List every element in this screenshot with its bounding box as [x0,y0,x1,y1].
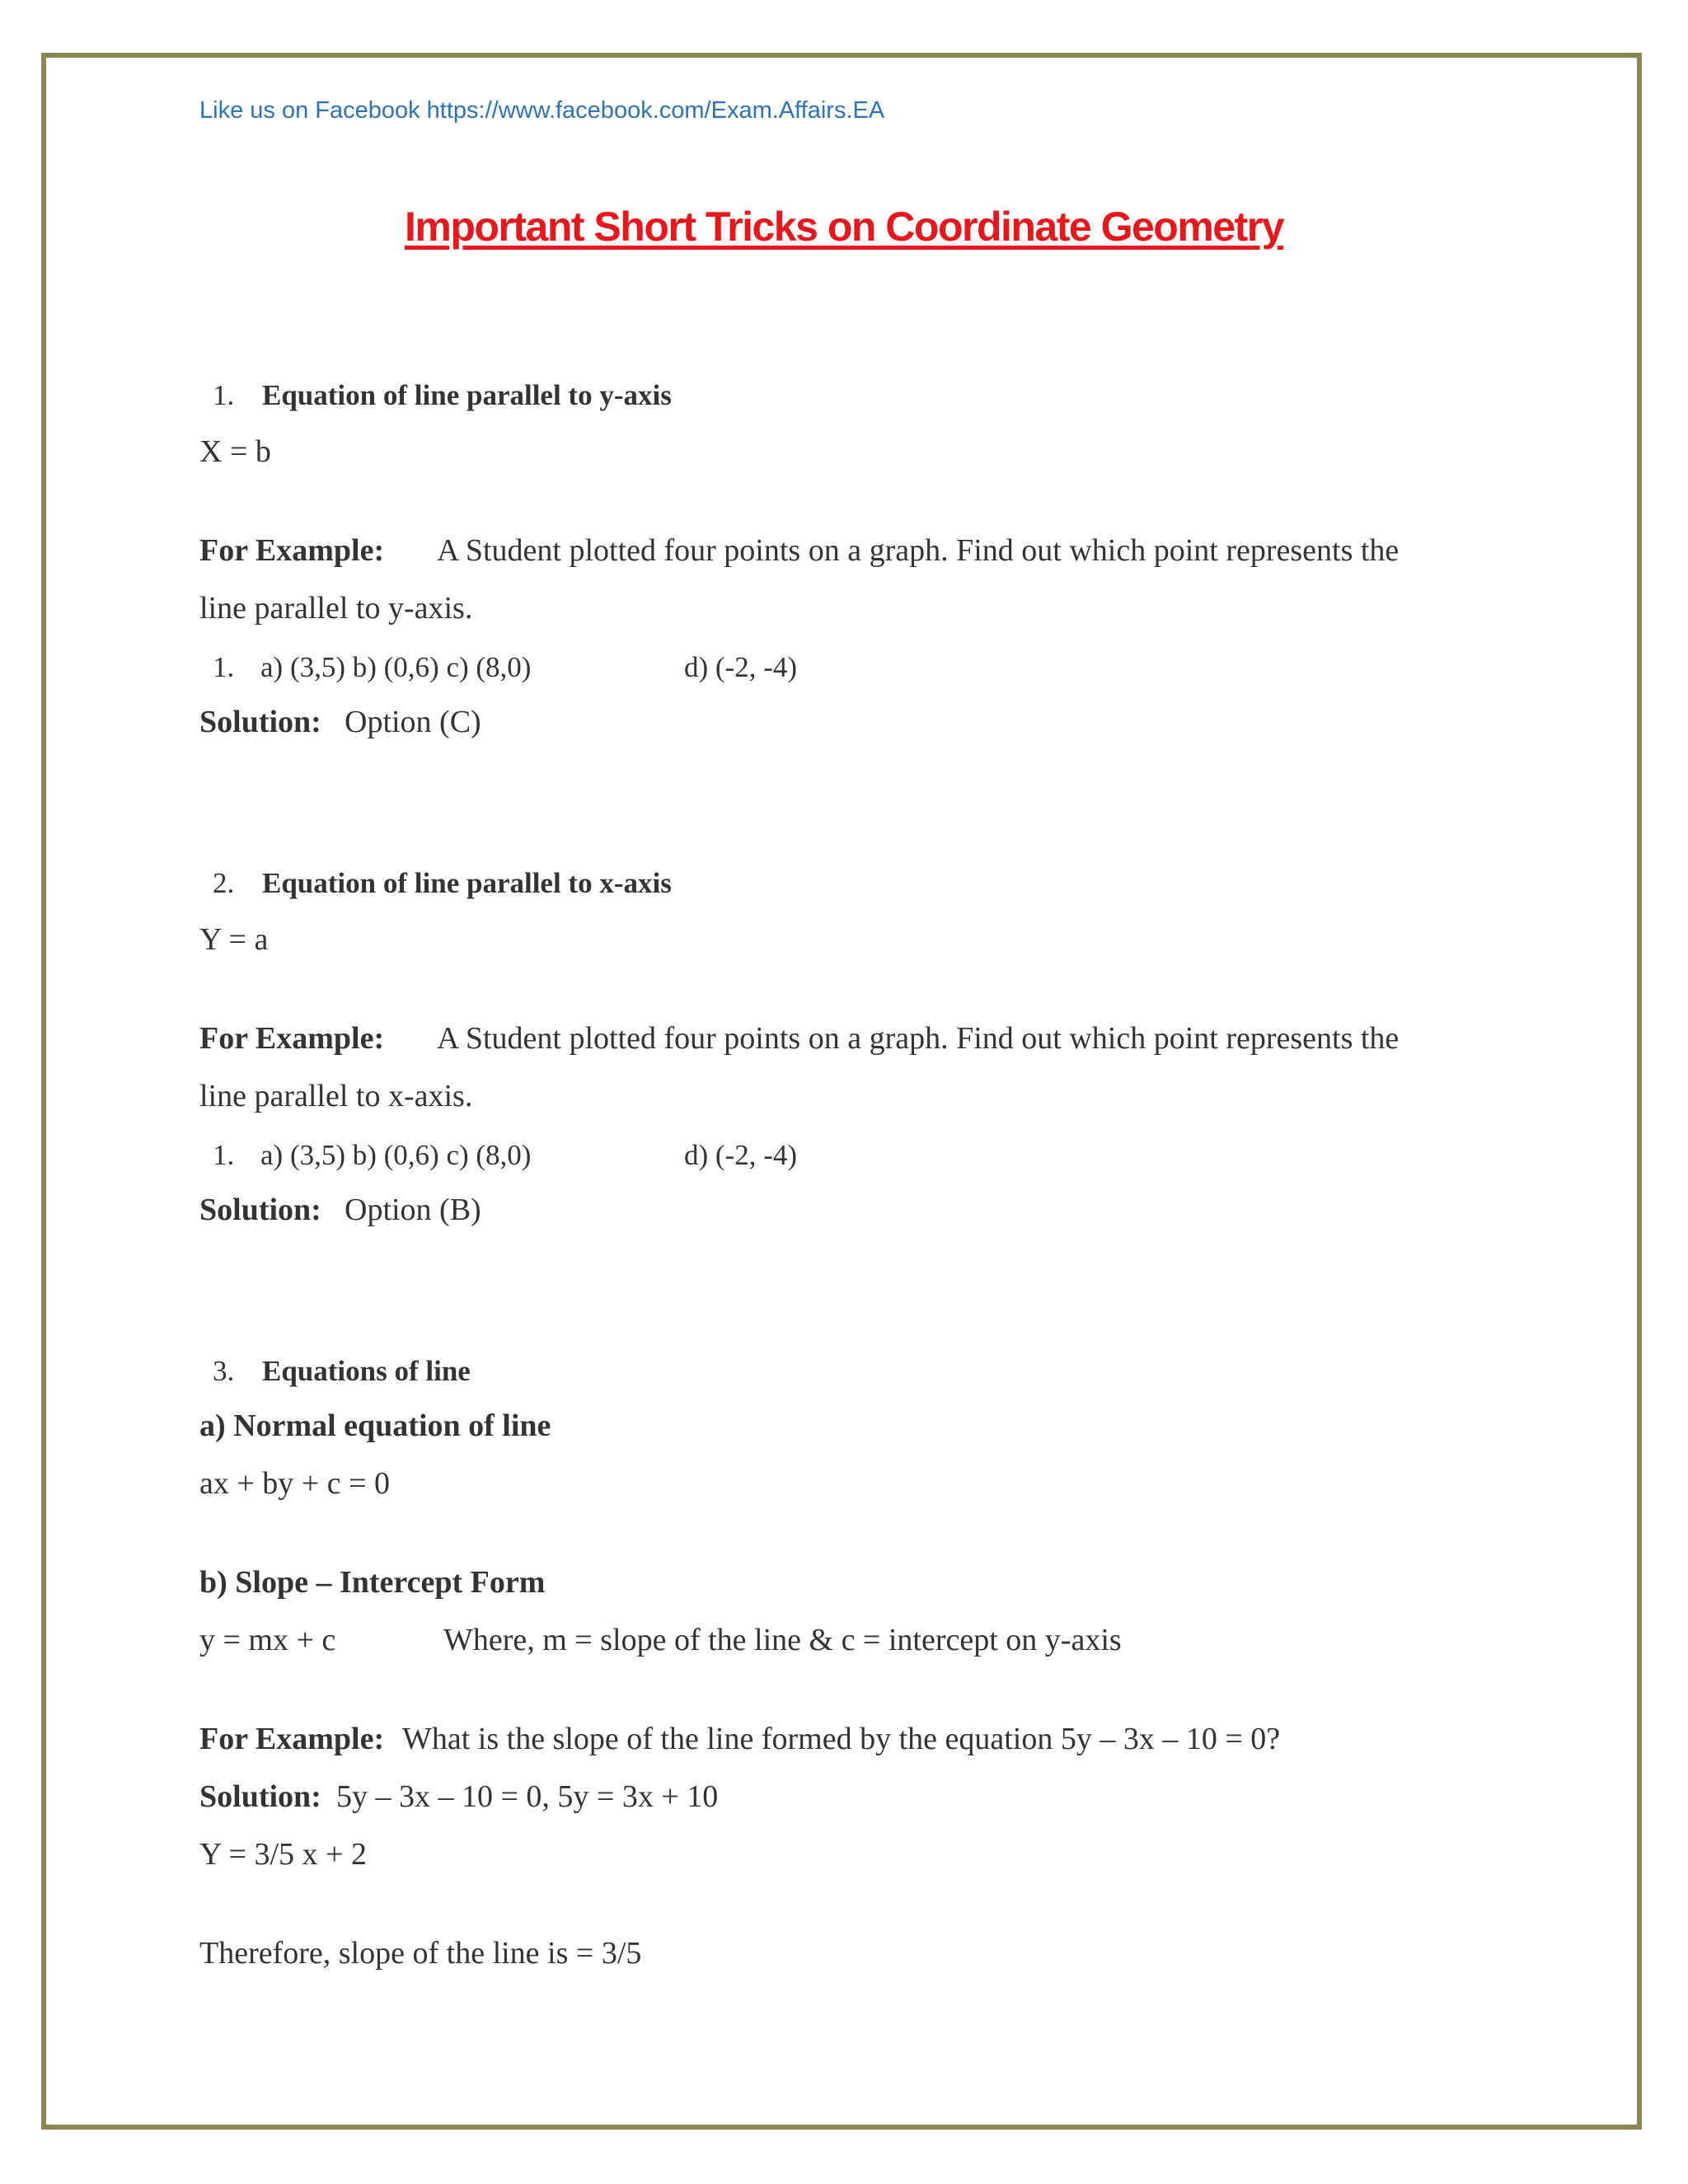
conclusion: Therefore, slope of the line is = 3/5 [199,1936,642,1971]
example-text-continued: line parallel to x-axis. [199,1079,473,1113]
section-number: 1. [213,379,235,411]
option-list-number: 1. [213,1139,235,1171]
solution-label: Solution: [199,705,321,739]
solution-text: Option (C) [345,705,481,739]
example-text: A Student plotted four points on a graph. Find out which point represents the [437,533,1400,568]
equation-slope-intercept: y = mx + c [199,1623,336,1657]
example-label: For Example: [199,533,385,568]
option-list-number: 1. [213,651,235,683]
solution-label: Solution: [199,1193,321,1227]
solution-text: Option (B) [345,1193,481,1227]
example-text: A Student plotted four points on a graph. Find out which point represents the [437,1021,1400,1056]
equation: Y = a [199,922,269,957]
equation-explanation: Where, m = slope of the line & c = intercept on y-axis [443,1623,1122,1657]
page-title: Important Short Tricks on Coordinate Geometry [405,204,1283,250]
equation-normal: ax + by + c = 0 [199,1466,391,1501]
example-text: What is the slope of the line formed by the equation 5y – 3x – 10 = 0? [402,1722,1281,1756]
option-d: d) (-2, -4) [684,1139,798,1171]
equation: X = b [199,434,271,469]
section-number: 3. [213,1355,235,1387]
facebook-link-line[interactable]: Like us on Facebook https://www.facebook.com/Exam.Affairs.EA [199,97,885,124]
option-d: d) (-2, -4) [684,651,798,683]
solution-text: 5y – 3x – 10 = 0, 5y = 3x + 10 [336,1779,719,1814]
options-abc: a) (3,5) b) (0,6) c) (8,0) [260,651,532,683]
example-text-continued: line parallel to y-axis. [199,591,473,626]
subheading-slope-intercept: b) Slope – Intercept Form [199,1565,546,1600]
solution-result: Y = 3/5 x + 2 [199,1837,367,1872]
section-heading: Equation of line parallel to y-axis [262,379,672,411]
example-label: For Example: [199,1722,385,1756]
section-heading: Equations of line [262,1355,471,1387]
section-number: 2. [213,867,235,899]
example-label: For Example: [199,1021,385,1056]
subheading-normal-equation: a) Normal equation of line [199,1408,551,1443]
options-abc: a) (3,5) b) (0,6) c) (8,0) [260,1139,532,1171]
solution-label: Solution: [199,1779,321,1814]
section-heading: Equation of line parallel to x-axis [262,867,672,899]
